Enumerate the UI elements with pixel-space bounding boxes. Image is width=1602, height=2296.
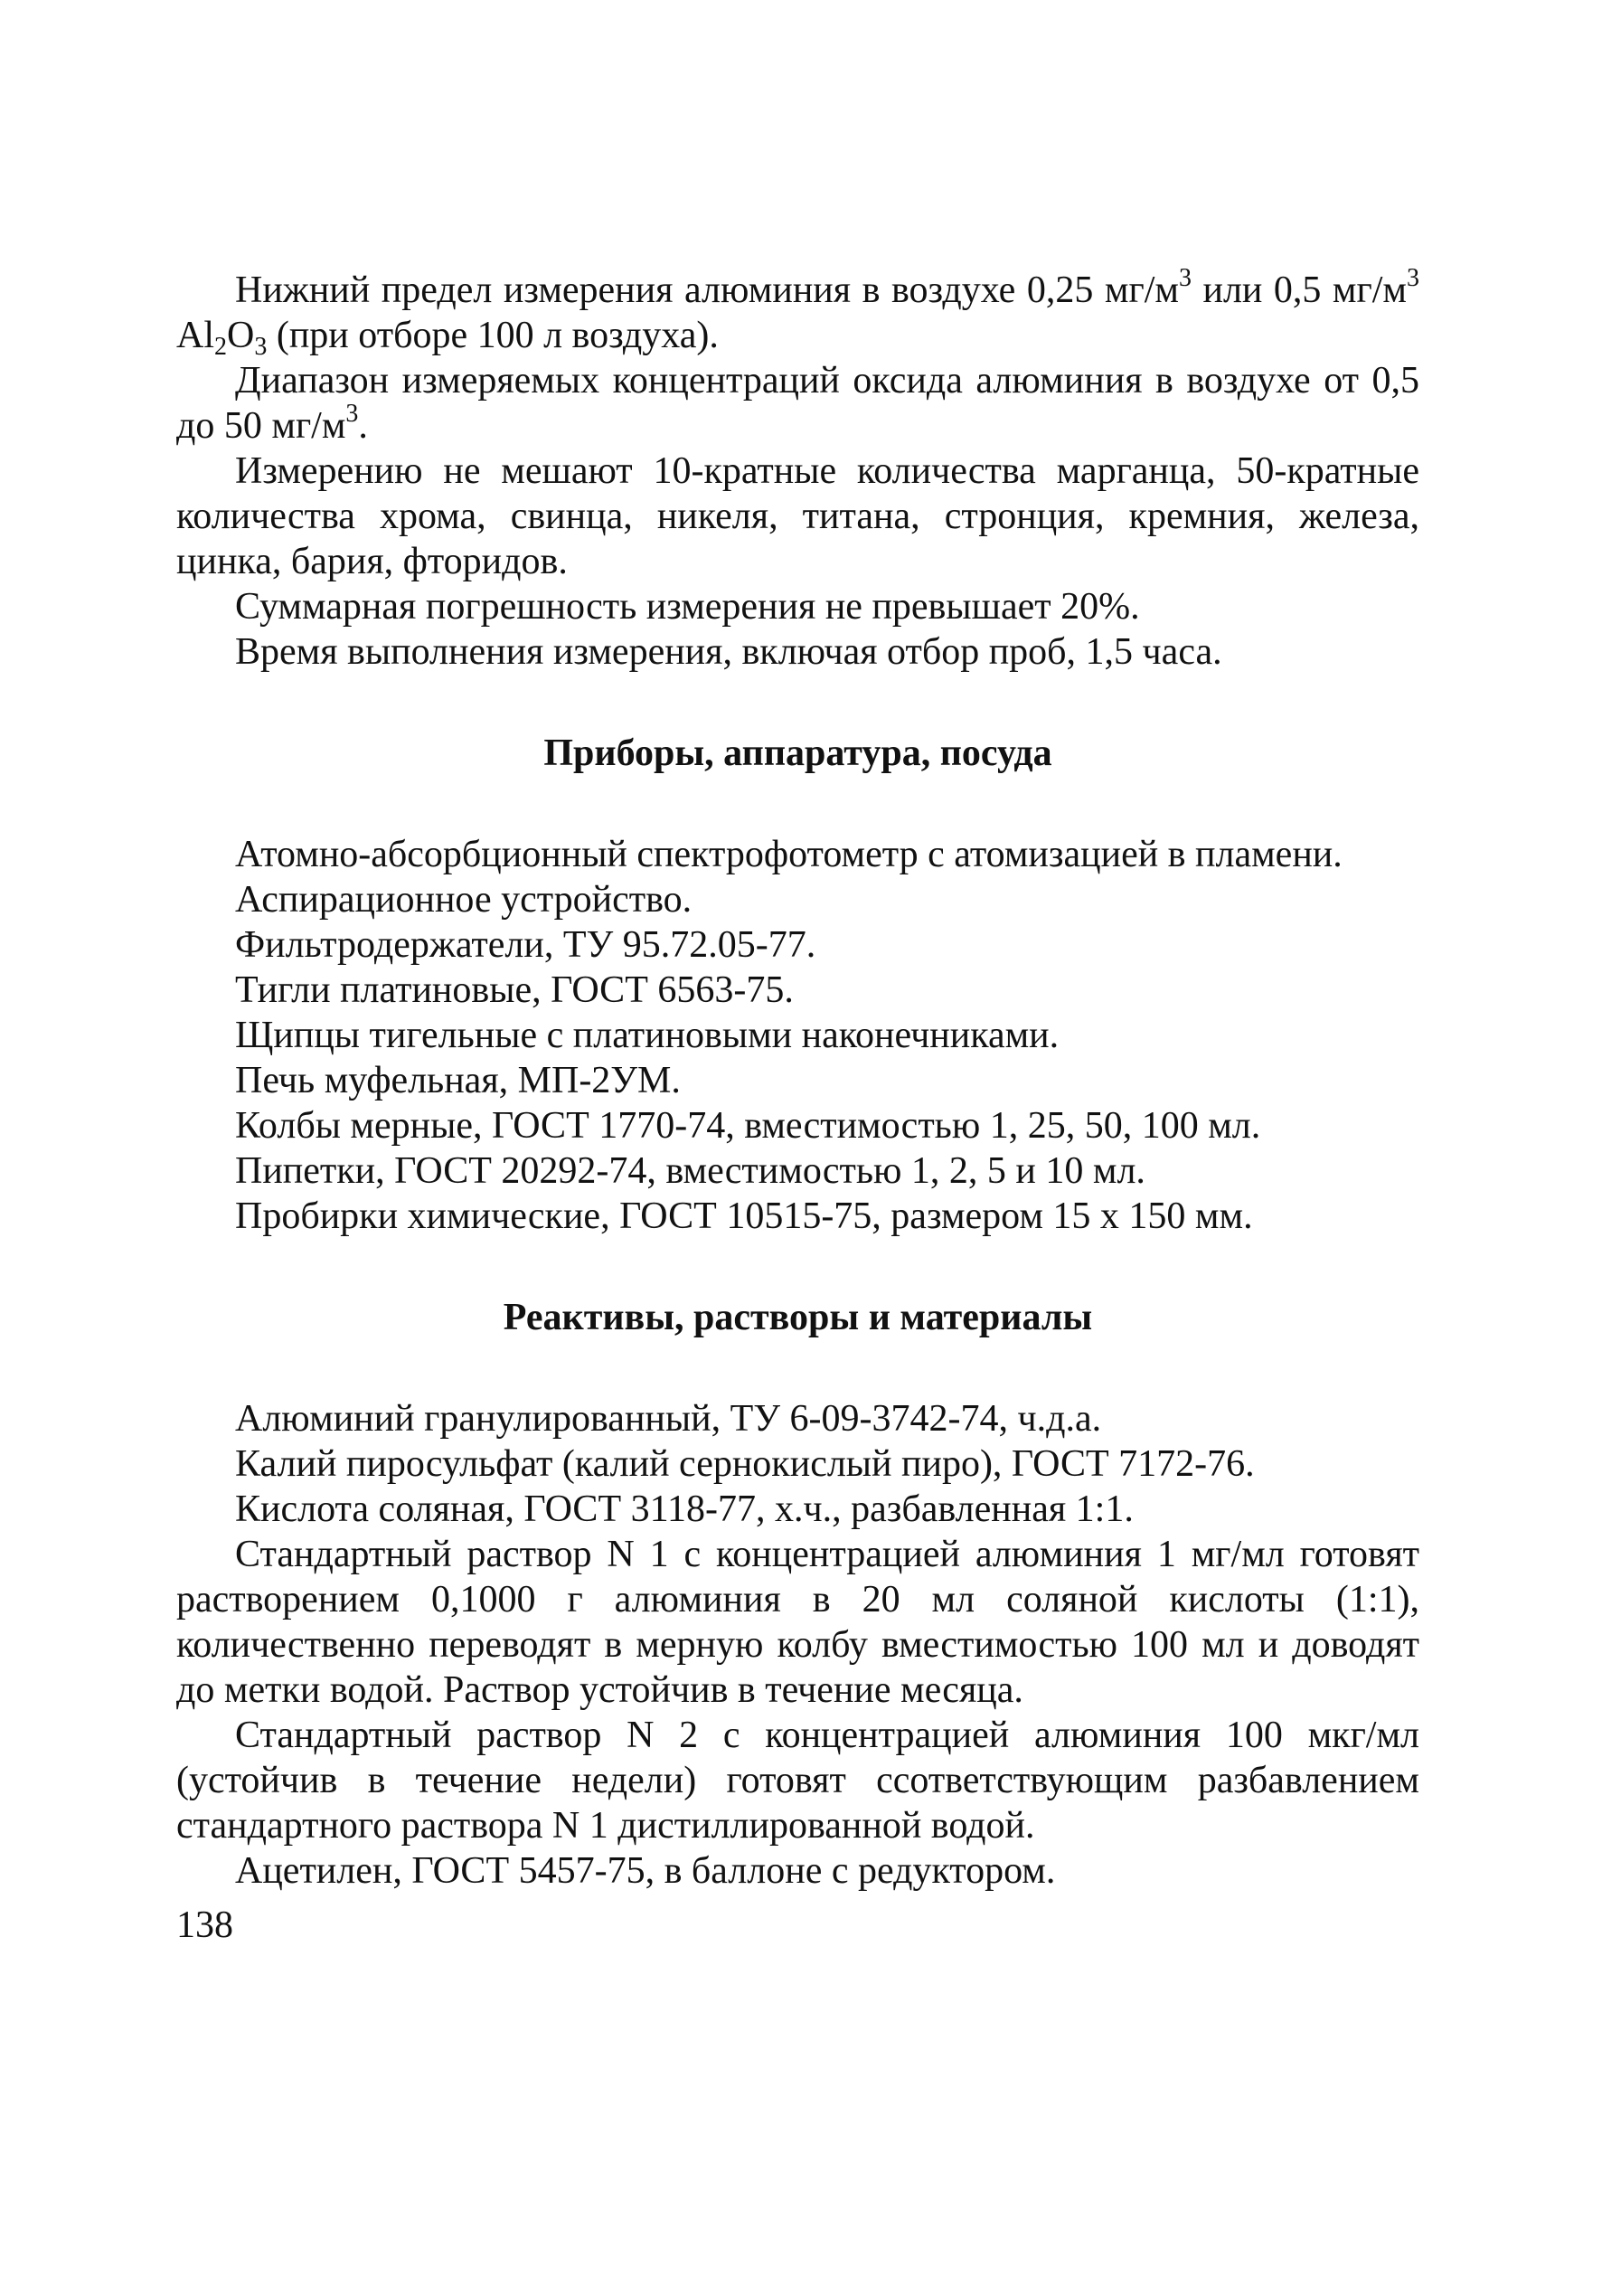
intro-p1-text-a: Нижний предел измерения алюминия в воздухе 0,25 мг/м	[235, 269, 1179, 311]
equipment-list	[176, 832, 1419, 1239]
reagents-list	[176, 1396, 1419, 1894]
intro-p2-text-b: .	[358, 405, 368, 447]
intro-p1-sup-b: 3	[1407, 264, 1419, 292]
equipment-item: Тигли платиновые, ГОСТ 6563-75.	[235, 969, 794, 1011]
reagent-item: Алюминий гранулированный, ТУ 6-09-3742-74, ч.д.а.	[235, 1398, 1102, 1440]
intro-p1-text-b: или 0,5 мг/м	[1191, 269, 1407, 311]
equipment-item: Атомно-абсорбционный спектрофотометр с атомизацией в пламени.	[235, 834, 1343, 875]
intro-p1-text-d: O	[227, 315, 255, 356]
intro-p2-text-a: Диапазон измеряемых концентраций оксида алюминия в воздухе от 0,5 до 50 мг/м	[176, 360, 1419, 447]
intro-paragraph-3: Измерению не мешают 10-кратные количества марганца, 50-кратные количества хрома, свинца, никеля, титана, стронция, кремния, железа, цинка, бария, фторидов.	[176, 450, 1419, 582]
intro-p1-sup-a: 3	[1178, 264, 1192, 292]
reagent-item: Кислота соляная, ГОСТ 3118-77, х.ч., разбавленная 1:1.	[235, 1488, 1134, 1530]
intro-p1-text-e: (при отборе 100 л воздуха).	[267, 315, 719, 356]
intro-paragraph-4: Суммарная погрешность измерения не превышает 20%.	[235, 586, 1140, 628]
equipment-item: Щипцы тигельные с платиновыми наконечниками.	[235, 1015, 1060, 1056]
intro-paragraph-2	[176, 358, 1419, 449]
page-number: 138	[176, 1904, 233, 1946]
intro-paragraph-5: Время выполнения измерения, включая отбор проб, 1,5 часа.	[235, 631, 1222, 673]
intro-p1-text-c: Al	[176, 315, 214, 356]
reagent-item: Стандартный раствор N 2 с концентрацией алюминия 100 мкг/мл (устойчив в течение недели) готовят ссответствующим разбавлением стандартного раствора N 1 дистиллированной водой.	[176, 1715, 1419, 1847]
equipment-item: Печь муфельная, МП-2УМ.	[235, 1060, 681, 1101]
equipment-item: Пробирки химические, ГОСТ 10515-75, размером 15 х 150 мм.	[235, 1195, 1253, 1237]
section-heading-reagents: Реактивы, растворы и материалы	[503, 1297, 1093, 1338]
equipment-item: Аспирационное устройство.	[235, 879, 693, 921]
equipment-item: Колбы мерные, ГОСТ 1770-74, вместимостью 1, 25, 50, 100 мл.	[235, 1105, 1261, 1147]
intro-paragraph-1	[176, 264, 1419, 361]
equipment-item: Фильтродержатели, ТУ 95.72.05-77.	[235, 924, 816, 966]
document-page	[176, 264, 1419, 1986]
equipment-item: Пипетки, ГОСТ 20292-74, вместимостью 1, 2, 5 и 10 мл.	[235, 1150, 1145, 1192]
intro-p1-sub-c: 2	[214, 333, 227, 361]
intro-p1-sub-d: 3	[254, 333, 268, 361]
section-heading-equipment: Приборы, аппаратура, посуда	[543, 732, 1052, 774]
reagent-item: Ацетилен, ГОСТ 5457-75, в баллоне с редуктором.	[235, 1850, 1056, 1892]
intro-p2-sup-a: 3	[345, 400, 359, 428]
reagent-item: Стандартный раствор N 1 с концентрацией алюминия 1 мг/мл готовят растворением 0,1000 г алюминия в 20 мл соляной кислоты (1:1), количественно переводят в мерную колбу вместимостью 100 мл и доводят до метки водой. Раствор устойчив в течение месяца.	[176, 1534, 1419, 1711]
reagent-item: Калий пиросульфат (калий сернокислый пиро), ГОСТ 7172-76.	[235, 1443, 1255, 1485]
